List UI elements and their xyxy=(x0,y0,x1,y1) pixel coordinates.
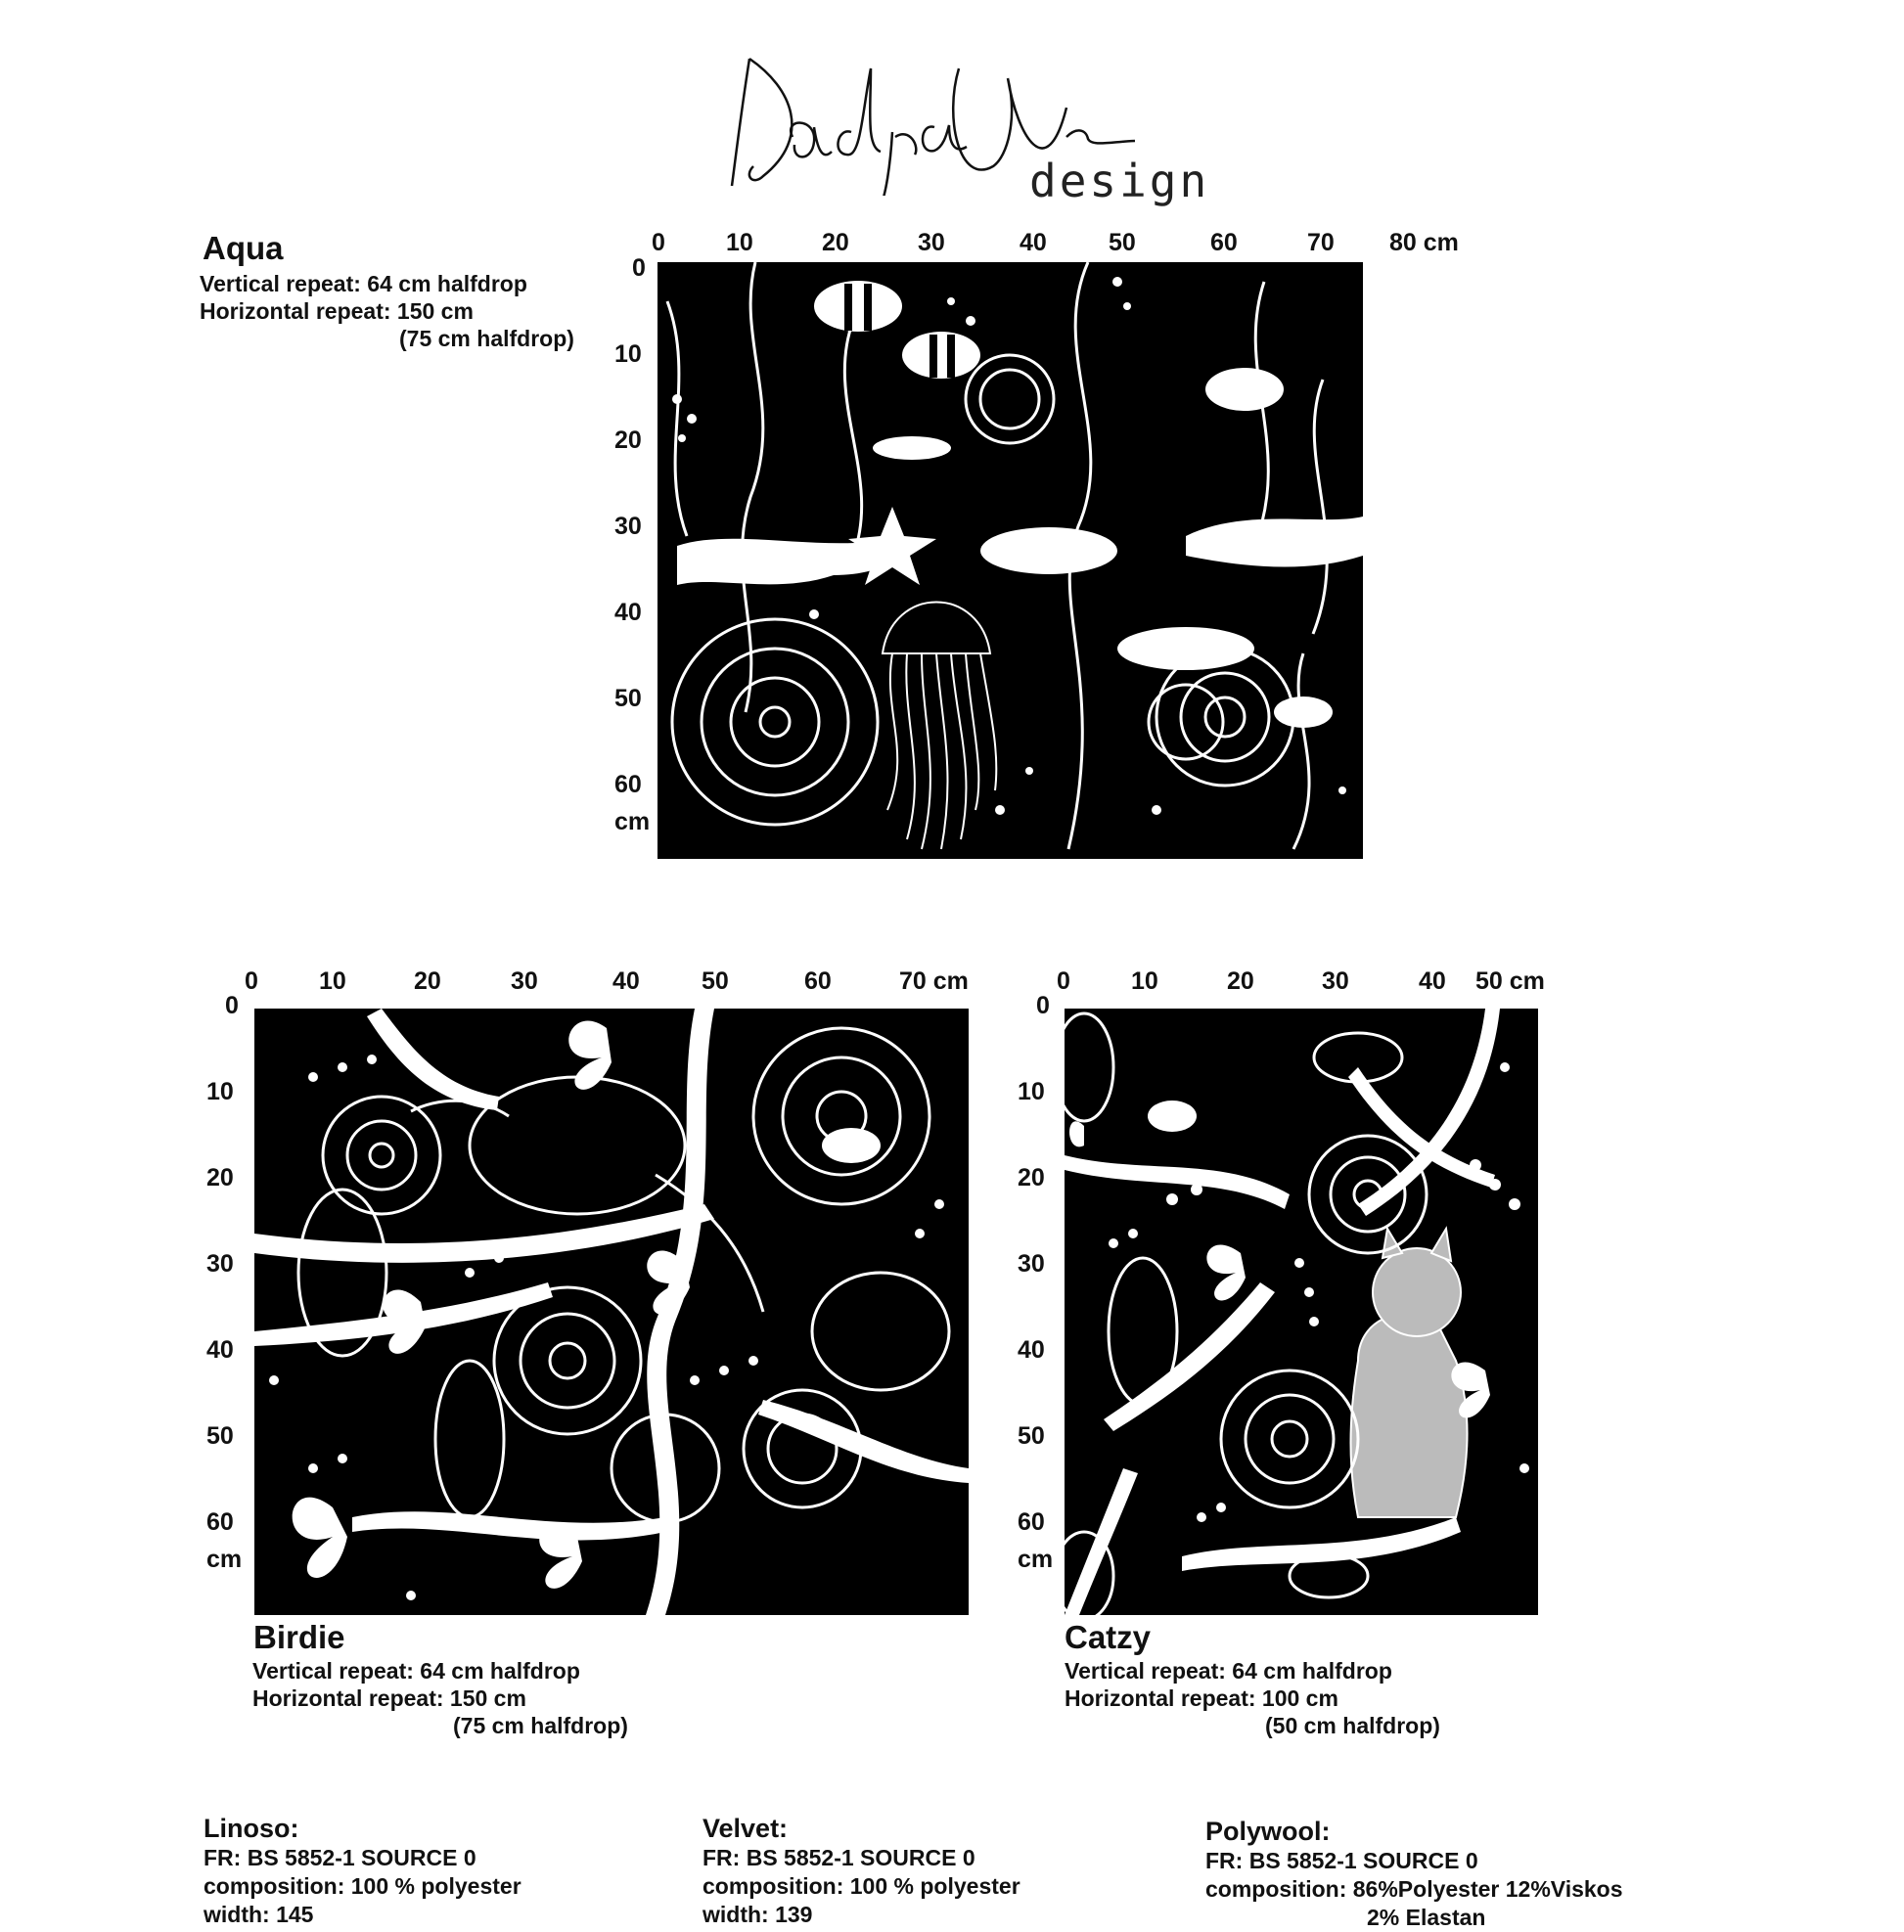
x-tick: 40 xyxy=(1419,967,1446,995)
seaweed-motif xyxy=(742,262,762,712)
cat-motif xyxy=(1065,1013,1113,1121)
fabric-name: Polywool: xyxy=(1205,1817,1331,1846)
crow-motif xyxy=(470,1077,685,1214)
pattern-title-aqua: Aqua xyxy=(203,230,284,266)
seaweed-motif xyxy=(1254,282,1268,546)
birdie-vertical-repeat: Vertical repeat: 64 cm halfdrop xyxy=(252,1658,580,1684)
fabric-fr: FR: BS 5852-1 SOURCE 0 xyxy=(1205,1848,1478,1873)
fabric-composition: composition: 86%Polyester 12%Viskos xyxy=(1205,1876,1623,1902)
x-tick: 20 xyxy=(822,229,849,256)
fish-motif xyxy=(980,527,1117,574)
y-tick: 10 xyxy=(614,340,642,368)
parrot-motif xyxy=(435,1361,504,1517)
y-tick: 50 xyxy=(1018,1422,1045,1450)
x-tick: 70 cm xyxy=(899,967,969,995)
x-tick: 0 xyxy=(652,229,665,256)
x-tick: 50 cm xyxy=(1475,967,1545,995)
butterfly-motif xyxy=(1206,1245,1246,1301)
x-tick: 20 xyxy=(1227,967,1254,995)
dahlia-motif xyxy=(744,1390,861,1507)
fabric-composition: composition: 100 % polyester xyxy=(204,1873,521,1899)
fabric-linoso xyxy=(204,1813,521,1929)
branch-motif xyxy=(254,1204,714,1263)
birdie-halfdrop: (75 cm halfdrop) xyxy=(453,1713,628,1738)
mouse-motif xyxy=(822,1128,881,1163)
parrot-motif xyxy=(1109,1258,1177,1405)
y-tick: 10 xyxy=(206,1078,234,1105)
seaweed-motif xyxy=(844,321,861,556)
catzy-pattern-swatch xyxy=(1065,1009,1538,1615)
aqua-motifs xyxy=(657,262,1363,859)
x-tick: 60 xyxy=(1210,229,1238,256)
logo xyxy=(724,49,1213,205)
catzy-halfdrop: (50 cm halfdrop) xyxy=(1265,1713,1440,1738)
butterfly-motif xyxy=(293,1498,347,1578)
fabric-width: width: 139 xyxy=(703,1902,813,1927)
fish-motif xyxy=(873,436,951,460)
y-tick: 0 xyxy=(632,254,646,282)
x-tick: 50 xyxy=(702,967,729,995)
branch-motif xyxy=(1182,1517,1461,1571)
dahlia-motif xyxy=(753,1028,929,1204)
y-tick: 40 xyxy=(206,1336,234,1364)
x-tick: 10 xyxy=(726,229,753,256)
fabric-velvet xyxy=(703,1813,1020,1929)
x-tick: 0 xyxy=(1057,967,1070,995)
catzy-horizontal-repeat: Horizontal repeat: 100 cm xyxy=(1065,1685,1338,1711)
y-tick: 20 xyxy=(614,427,642,454)
x-tick: 60 xyxy=(804,967,832,995)
pattern-title-birdie: Birdie xyxy=(253,1619,345,1655)
y-tick: 30 xyxy=(206,1250,234,1278)
seaweed-motif xyxy=(667,301,687,536)
coral-reef-motif xyxy=(1186,517,1363,567)
x-tick: 70 xyxy=(1307,229,1335,256)
y-tick: 30 xyxy=(1018,1250,1045,1278)
dahlia-motif xyxy=(494,1287,641,1434)
y-tick: 40 xyxy=(614,599,642,626)
butterfly-motif xyxy=(1069,1121,1084,1146)
birdie-horizontal-repeat: Horizontal repeat: 150 cm xyxy=(252,1685,526,1711)
aqua-pattern-swatch xyxy=(657,262,1363,859)
fabric-name: Velvet: xyxy=(703,1814,789,1843)
y-tick: 0 xyxy=(1036,992,1050,1019)
fabric-fr: FR: BS 5852-1 SOURCE 0 xyxy=(703,1845,975,1870)
y-tick: cm xyxy=(1018,1546,1054,1573)
x-tick: 80 cm xyxy=(1389,229,1459,256)
y-tick: 30 xyxy=(614,513,642,540)
pattern-title-catzy: Catzy xyxy=(1065,1619,1152,1655)
x-tick: 20 xyxy=(414,967,441,995)
y-tick: 20 xyxy=(1018,1164,1045,1191)
y-tick: 50 xyxy=(206,1422,234,1450)
bird-motif xyxy=(812,1273,949,1390)
seaweed-motif xyxy=(1293,653,1309,849)
x-tick: 10 xyxy=(319,967,346,995)
y-tick: 60 xyxy=(1018,1508,1045,1536)
logo-word: design xyxy=(1029,155,1210,207)
x-tick: 30 xyxy=(511,967,538,995)
aqua-horizontal-repeat: Horizontal repeat: 150 cm xyxy=(200,298,474,324)
y-tick: cm xyxy=(206,1546,243,1573)
y-tick: 20 xyxy=(206,1164,234,1191)
cat-motif xyxy=(1351,1314,1468,1517)
aqua-halfdrop: (75 cm halfdrop) xyxy=(399,326,574,351)
branch-motif xyxy=(758,1400,969,1483)
fabric-width: width: 145 xyxy=(204,1902,314,1927)
jellyfish-motif xyxy=(883,603,990,654)
x-tick: 50 xyxy=(1109,229,1136,256)
mouse-motif xyxy=(1148,1101,1197,1132)
fabric-fr: FR: BS 5852-1 SOURCE 0 xyxy=(204,1845,476,1870)
x-tick: 0 xyxy=(245,967,258,995)
fish-motif xyxy=(1274,696,1333,728)
seaweed-motif xyxy=(1313,380,1327,634)
y-tick: 50 xyxy=(614,685,642,712)
fish-motif xyxy=(902,332,980,379)
catzy-motifs xyxy=(1065,1009,1538,1615)
aqua-vertical-repeat: Vertical repeat: 64 cm halfdrop xyxy=(200,271,527,296)
birdie-pattern-swatch xyxy=(254,1009,969,1615)
fabric-name: Linoso: xyxy=(204,1814,299,1843)
branch-motif xyxy=(352,1511,665,1540)
y-tick: 40 xyxy=(1018,1336,1045,1364)
branch-motif xyxy=(1104,1282,1275,1431)
y-tick: 60 xyxy=(206,1508,234,1536)
birdie-motifs xyxy=(254,1009,969,1615)
fabric-composition: composition: 100 % polyester xyxy=(703,1873,1020,1899)
x-tick: 30 xyxy=(918,229,945,256)
y-tick: 0 xyxy=(225,992,239,1019)
branch-motif xyxy=(367,1009,499,1110)
dahlia-motif xyxy=(323,1097,440,1214)
dahlia-motif xyxy=(1221,1370,1358,1507)
x-tick: 40 xyxy=(612,967,640,995)
x-tick: 40 xyxy=(1020,229,1047,256)
fish-motif xyxy=(1205,368,1284,411)
x-tick: 10 xyxy=(1131,967,1158,995)
dahlia-motif xyxy=(1309,1136,1427,1253)
fabric-polywool xyxy=(1205,1816,1623,1932)
y-tick: 10 xyxy=(1018,1078,1045,1105)
sea-anemone-motif xyxy=(1156,649,1293,786)
x-tick: 30 xyxy=(1322,967,1349,995)
fabric-extra: 2% Elastan xyxy=(1367,1905,1486,1930)
y-tick: 60 xyxy=(614,771,642,798)
fish-motif xyxy=(814,281,902,332)
y-tick: cm xyxy=(614,808,651,835)
catzy-vertical-repeat: Vertical repeat: 64 cm halfdrop xyxy=(1065,1658,1392,1684)
